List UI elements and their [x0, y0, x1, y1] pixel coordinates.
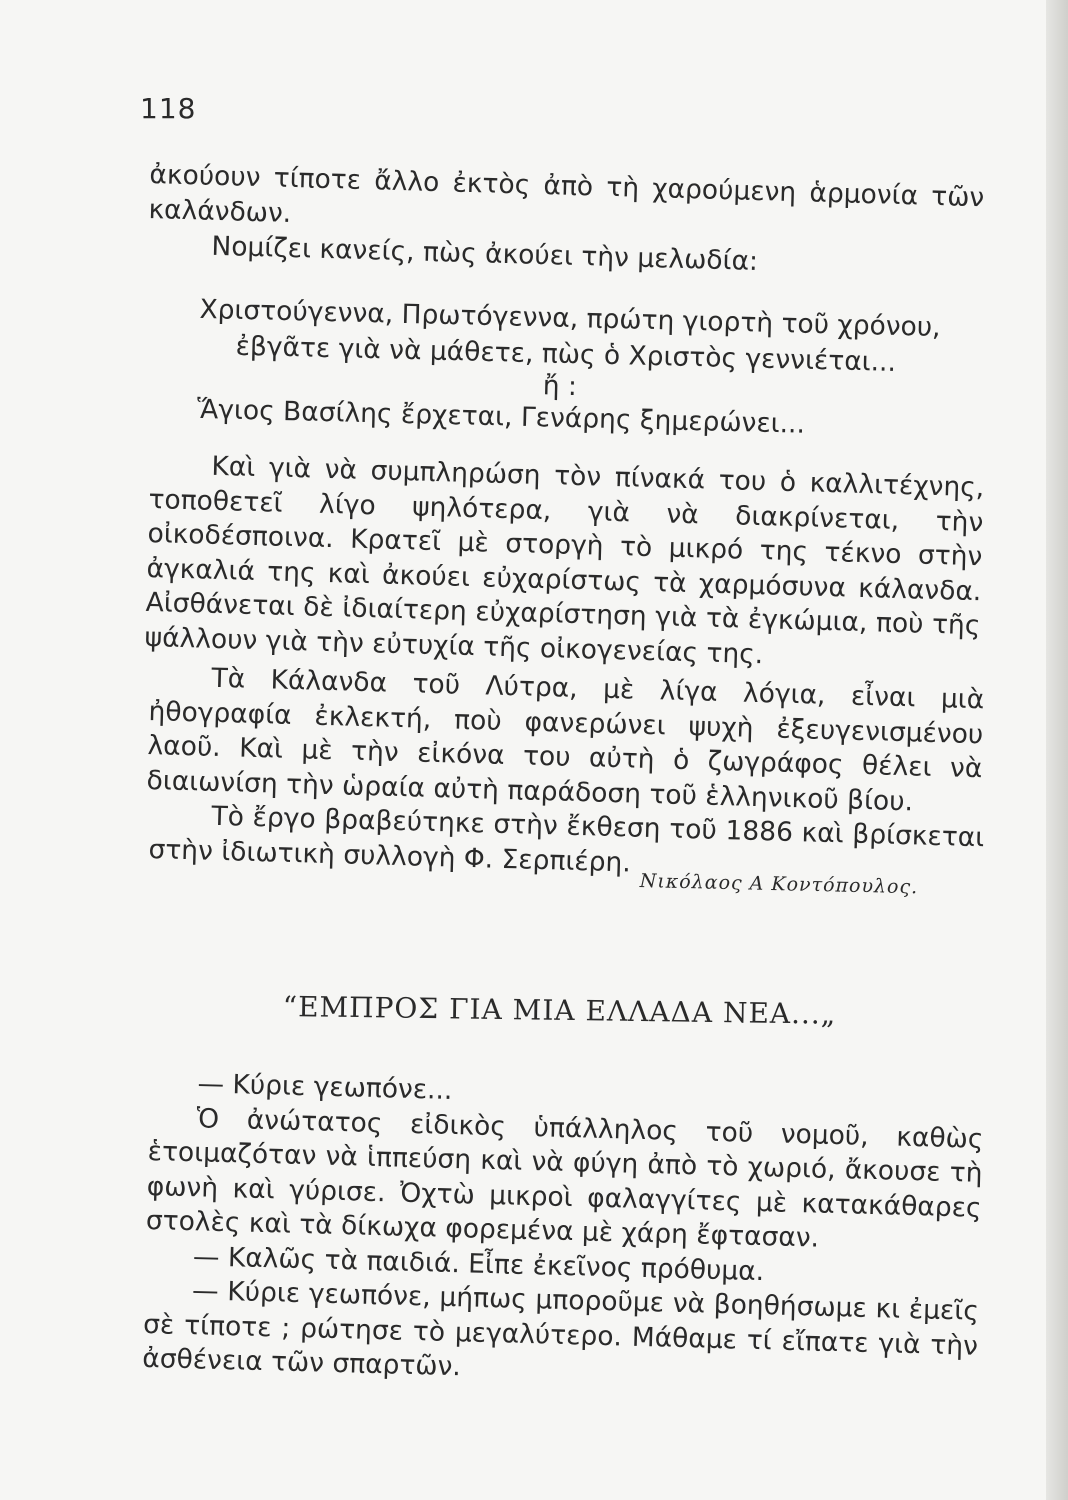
dialogue-line-1: — Κύριε γεωπόνε... [197, 1068, 453, 1106]
dialogue-section [142, 1066, 985, 1398]
paragraph-painting-description: Καὶ γιὰ νὰ συμπληρώση τὸν πίνακά του ὁ καλλιτέχνης, τοποθετεῖ λίγο ψηλότερα, γιὰ νὰ διακρίνεται, τὴν οἰκοδέσποινα. Κρατεῖ μὲ στοργὴ τὸ μικρό της τέκνο στὴν ἀγκαλιά της καὶ ἀκούει εὐχαρίστως τὰ χαρμόσυνα κάλανδα. Αἰσθάνεται δὲ ἰδιαίτερη εὐχαρίστηση γιὰ τὰ ἐγκώμια, ποὺ τῆς ψάλλουν γιὰ τὴν εὐτυχία τῆς οἰκογενείας της. [144, 450, 985, 670]
dialogue-line-3: — Καλῶς τὰ παιδιά. Εἶπε ἐκεῖνος πρόθυμα. [192, 1240, 765, 1287]
paragraph-intro-melody: Νομίζει κανείς, πὼς ἀκούει τὴν μελωδία: [211, 230, 759, 277]
paragraph-kalanda-lytra: Τὰ Κάλανδα τοῦ Λύτρα, μὲ λίγα λόγια, εἶναι μιὰ ἠθογραφία ἐκλεκτή, ποὺ φανερώνει ψυχὴ ἐξευγενισμένου λαοῦ. Καὶ μὲ τὴν εἰκόνα του αὐτὴ ὁ ζωγράφος θέλει νὰ διαιωνίση τὴν ὡραία αὐτὴ παράδοση τοῦ ἑλληνικοῦ βίου. [146, 662, 985, 817]
paragraph-award: Τὸ ἔργο βραβεύτηκε στὴν ἔκθεση τοῦ 1886 καὶ βρίσκεται στὴν ἰδιωτικὴ συλλογὴ Φ. Σερπιέρη. [148, 800, 985, 878]
paragraph-continuation: ἀκούουν τίποτε ἄλλο ἐκτὸς ἀπὸ τὴ χαρούμενη ἁρμονία τῶν καλάνδων. [148, 158, 985, 229]
poem-separator: ἤ : [542, 370, 578, 403]
section-title: “ΕΜΠΡΟΣ ΓΙΑ ΜΙΑ ΕΛΛΑΔΑ ΝΕΑ...„ [282, 990, 837, 1031]
poem-block [0, 288, 1068, 440]
dialogue-paragraph-2: Ὁ ἀνώτατος εἰδικὸς ὑπάλληλος τοῦ νομοῦ, καθὼς ἑτοιμαζόταν νὰ ἱππεύση καὶ νὰ φύγη ἀπὸ τὸ χωριό, ἄκουσε τὴ φωνὴ καὶ γύρισε. Ὀχτὼ μικροὶ φαλαγγίτες μὲ κατακάθαρες στολὲς καὶ τὰ δίκωχα φορεμένα μὲ χάρη ἔφτασαν. [145, 1102, 984, 1254]
poem-line-1: Χριστούγεννα, Πρωτόγεννα, πρώτη γιορτὴ τοῦ χρόνου, [199, 293, 941, 343]
page-number: 118 [140, 92, 197, 125]
poem-line-3: Ἅγιος Βασίλης ἔρχεται, Γενάρης ξημερώνει... [196, 393, 806, 440]
dialogue-paragraph-4: — Κύριε γεωπόνε, μήπως μποροῦμε νὰ βοηθήσωμε κι ἐμεῖς σὲ τίποτε ; ρώτησε τὸ μεγαλύτερο. Μάθαμε τί εἴπατε γιὰ τὴν ἀσθένεια τῶν σπαρτῶν. [141, 1275, 980, 1383]
poem-line-2: ἐβγᾶτε γιὰ νὰ μάθετε, πὼς ὁ Χριστὸς γεννιέται... [235, 330, 897, 378]
page-edge [1046, 0, 1068, 1500]
author-signature: Νικόλαος Α Κοντόπουλος. [639, 870, 919, 899]
